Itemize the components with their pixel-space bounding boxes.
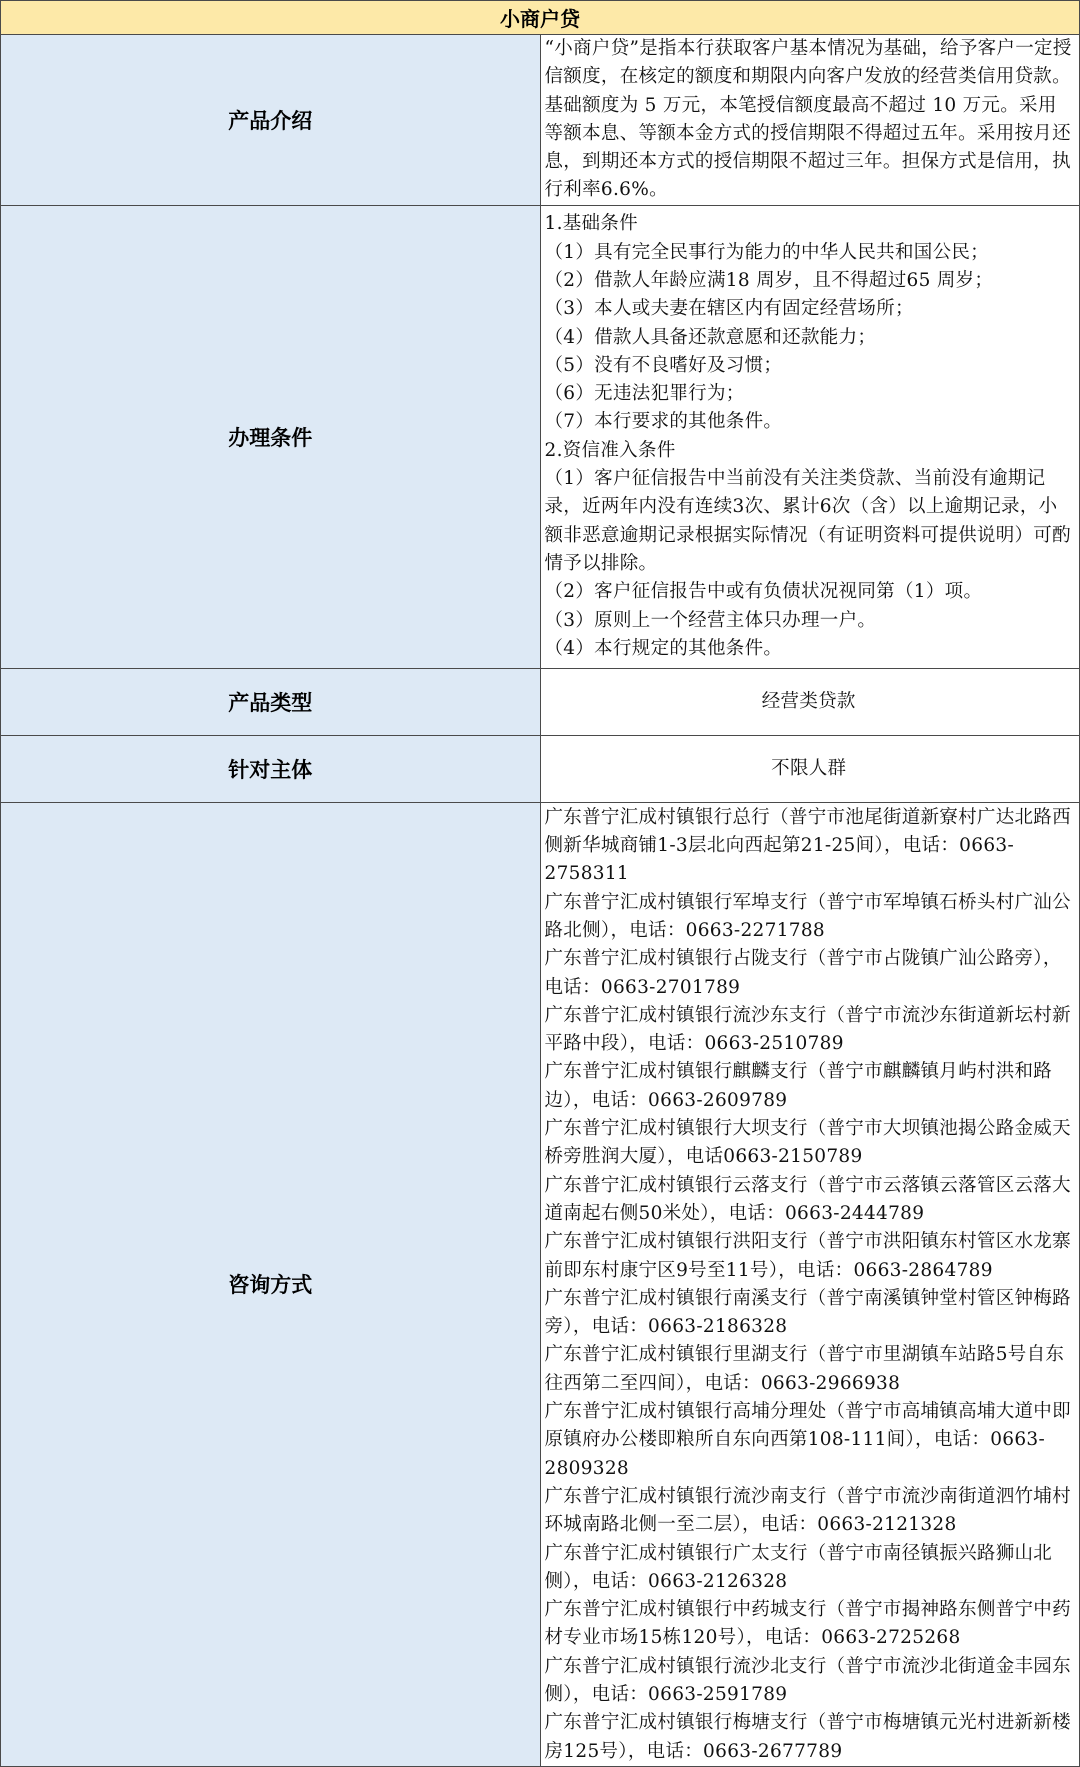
condition-line: （5）没有不良嗜好及习惯； xyxy=(544,354,783,376)
condition-line: （2）借款人年龄应满18 周岁，且不得超过65 周岁； xyxy=(544,270,994,291)
branch-entry: 广东普宁汇成村镇银行云落支行（普宁市云落镇云落管区云落大道南起右侧50米处），电话：0663-2444789 xyxy=(544,1174,1071,1224)
branch-entry: 广东普宁汇成村镇银行麒麟支行（普宁市麒麟镇月屿村洪和路边），电话：0663-2609789 xyxy=(544,1061,1053,1111)
branch-entry: 广东普宁汇成村镇银行广太支行（普宁市南径镇振兴路狮山北侧），电话：0663-2126328 xyxy=(544,1542,1053,1592)
branch-entry: 广东普宁汇成村镇银行梅塘支行（普宁市梅塘镇元光村进新新楼房125号），电话：0663-2677789 xyxy=(544,1712,1071,1762)
condition-line: （3）本人或夫妻在辖区内有固定经营场所； xyxy=(544,298,914,320)
branch-entry: 广东普宁汇成村镇银行总行（普宁市池尾街道新寮村广达北路西侧新华城商铺1-3层北向西起第21-25间），电话：0663-2758311 xyxy=(544,806,1071,885)
branch-entry: 广东普宁汇成村镇银行流沙东支行（普宁市流沙东街道新坛村新平路中段），电话：0663-2510789 xyxy=(544,1004,1071,1055)
branch-list xyxy=(545,803,1074,1766)
branch-entry: 广东普宁汇成村镇银行里湖支行（普宁市里湖镇车站路5号自东往西第二至四间），电话：0663-2966938 xyxy=(544,1344,1065,1394)
product-intro-text xyxy=(540,35,1080,206)
label-product-intro: 产品介绍 xyxy=(1,35,541,206)
branch-entry: 广东普宁汇成村镇银行流沙南支行（普宁市流沙南街道泗竹埔村环城南路北侧一至二层），电话：0663-2121328 xyxy=(544,1485,1071,1536)
condition-line: 1.基础条件 xyxy=(544,213,638,235)
condition-line: （2）客户征信报告中或有负债状况视同第（1）项。 xyxy=(544,581,983,603)
product-type-value: 经营类贷款 xyxy=(540,668,1080,735)
branch-entry: 广东普宁汇成村镇银行中药城支行（普宁市揭神路东侧普宁中药材专业市场15栋120号），电话：0663-2725268 xyxy=(544,1599,1071,1649)
label-contact: 咨询方式 xyxy=(1,802,541,1766)
contact-list xyxy=(540,802,1080,1766)
product-intro-paragraph: “小商户贷”是指本行获取客户基本情况为基础，给予客户一定授信额度，在核定的额度和期限内向客户发放的经营类信用贷款。基础额度为 5 万元，本笔授信额度最高不超过 10 万元。采用等额本息、等额本金方式的授信期限不得超过五年。采用按月还息，到期还本方式的授信期限不超过三年。担保方式是信用，执行利率6.6%。 xyxy=(544,38,1072,201)
branch-entry: 广东普宁汇成村镇银行大坝支行（普宁市大坝镇池揭公路金威天桥旁胜润大厦），电话0663-2150789 xyxy=(544,1118,1071,1168)
branch-entry: 广东普宁汇成村镇银行流沙北支行（普宁市流沙北街道金丰园东侧），电话：0663-2591789 xyxy=(544,1655,1071,1705)
label-target: 针对主体 xyxy=(1,735,541,802)
condition-line: （3）原则上一个经营主体只办理一户。 xyxy=(544,609,877,631)
table-title: 小商户贷 xyxy=(1,1,1080,35)
branch-entry: 广东普宁汇成村镇银行军埠支行（普宁市军埠镇石桥头村广汕公路北侧），电话：0663-2271788 xyxy=(544,891,1071,941)
branch-entry: 广东普宁汇成村镇银行高埔分理处（普宁市高埔镇高埔大道中即原镇府办公楼即粮所自东向西第108-111间），电话：0663-2809328 xyxy=(544,1401,1071,1479)
branch-entry: 广东普宁汇成村镇银行南溪支行（普宁南溪镇钟堂村管区钟梅路旁），电话：0663-2186328 xyxy=(544,1287,1071,1338)
branch-entry: 广东普宁汇成村镇银行占陇支行（普宁市占陇镇广汕公路旁），电话：0663-2701789 xyxy=(544,948,1062,998)
conditions-list xyxy=(540,205,1080,668)
condition-line: （4）借款人具备还款意愿和还款能力； xyxy=(544,326,877,348)
condition-line: （1）客户征信报告中当前没有关注类贷款、当前没有逾期记录，近两年内没有连续3次、累计6次（含）以上逾期记录，小额非恶意逾期记录根据实际情况（有证明资料可提供说明）可酌情予以排除。 xyxy=(544,468,1071,574)
target-value: 不限人群 xyxy=(540,735,1080,802)
branch-entry: 广东普宁汇成村镇银行洪阳支行（普宁市洪阳镇东村管区水龙寨前即东村康宁区9号至11号），电话：0663-2864789 xyxy=(544,1231,1071,1281)
label-conditions: 办理条件 xyxy=(1,205,541,668)
condition-line: （6）无违法犯罪行为； xyxy=(544,383,745,405)
condition-line: （1）具有完全民事行为能力的中华人民共和国公民； xyxy=(544,241,989,263)
condition-line: （7）本行要求的其他条件。 xyxy=(544,411,783,433)
label-product-type: 产品类型 xyxy=(1,668,541,735)
condition-line: （4）本行规定的其他条件。 xyxy=(544,637,783,659)
condition-line: 2.资信准入条件 xyxy=(544,439,676,461)
